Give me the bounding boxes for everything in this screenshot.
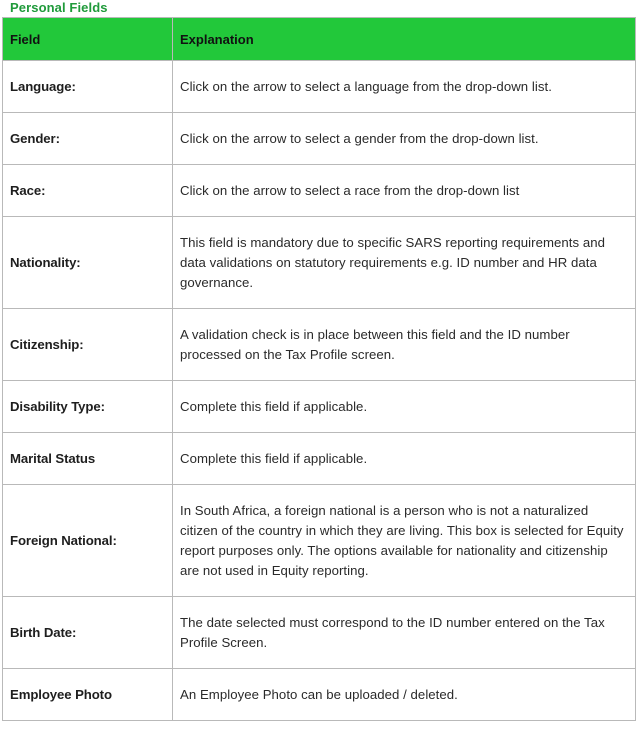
table-row-birth-date bbox=[3, 597, 636, 669]
column-header-field: Field bbox=[3, 18, 173, 61]
field-explanation: Complete this field if applicable. bbox=[173, 433, 636, 485]
field-name: Nationality: bbox=[3, 217, 173, 309]
table-row-nationality bbox=[3, 217, 636, 309]
table-row-employee-photo bbox=[3, 669, 636, 721]
personal-fields-table bbox=[2, 17, 636, 721]
field-explanation: Complete this field if applicable. bbox=[173, 381, 636, 433]
field-explanation: An Employee Photo can be uploaded / deleted. bbox=[173, 669, 636, 721]
field-explanation: A validation check is in place between this field and the ID number processed on the Tax Profile screen. bbox=[173, 309, 636, 381]
table-row-citizenship bbox=[3, 309, 636, 381]
field-explanation: Click on the arrow to select a language from the drop-down list. bbox=[173, 61, 636, 113]
field-explanation: The date selected must correspond to the ID number entered on the Tax Profile Screen. bbox=[173, 597, 636, 669]
field-explanation: Click on the arrow to select a gender from the drop-down list. bbox=[173, 113, 636, 165]
field-explanation: This field is mandatory due to specific SARS reporting requirements and data validations on statutory requirements e.g. ID number and HR data governance. bbox=[173, 217, 636, 309]
field-name: Marital Status bbox=[3, 433, 173, 485]
field-name: Foreign National: bbox=[3, 485, 173, 597]
field-name: Gender: bbox=[3, 113, 173, 165]
field-name: Citizenship: bbox=[3, 309, 173, 381]
section-title: Personal Fields bbox=[10, 0, 108, 15]
field-name: Birth Date: bbox=[3, 597, 173, 669]
table-header-row bbox=[3, 18, 636, 61]
field-name: Disability Type: bbox=[3, 381, 173, 433]
table-row-marital-status bbox=[3, 433, 636, 485]
table-row-language bbox=[3, 61, 636, 113]
field-name: Employee Photo bbox=[3, 669, 173, 721]
table-row-foreign-national bbox=[3, 485, 636, 597]
table-row-race bbox=[3, 165, 636, 217]
table-row-gender bbox=[3, 113, 636, 165]
field-name: Race: bbox=[3, 165, 173, 217]
field-name: Language: bbox=[3, 61, 173, 113]
column-header-explanation: Explanation bbox=[173, 18, 636, 61]
table-row-disability-type bbox=[3, 381, 636, 433]
field-explanation: Click on the arrow to select a race from the drop-down list bbox=[173, 165, 636, 217]
field-explanation: In South Africa, a foreign national is a person who is not a naturalized citizen of the country in which they are living. This box is selected for Equity report purposes only. The options available for nationality and citizenship are not used in Equity reporting. bbox=[173, 485, 636, 597]
